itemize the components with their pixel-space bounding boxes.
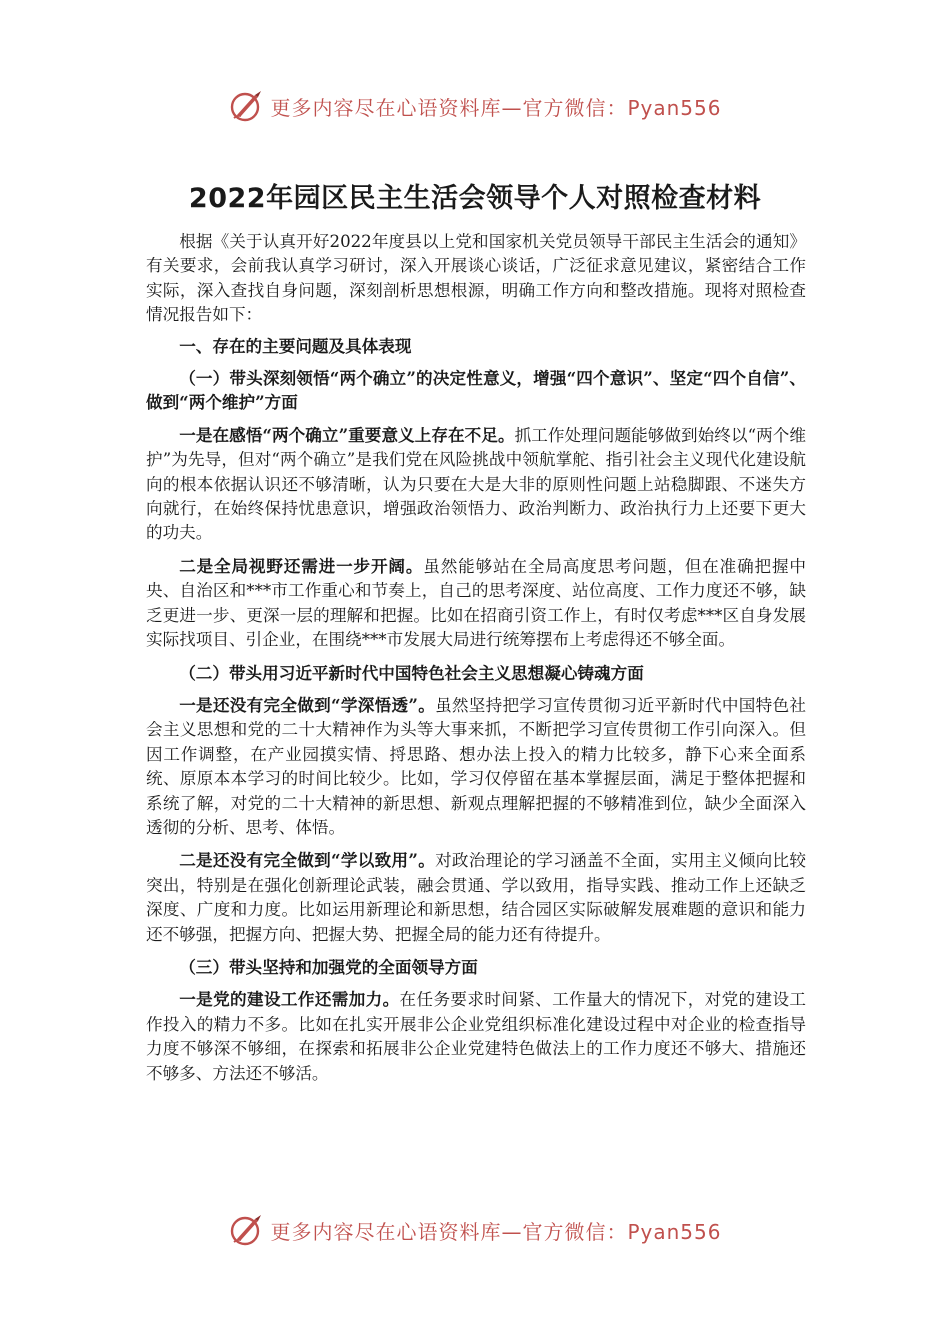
document-body	[146, 230, 806, 1086]
footer-watermark-banner	[0, 1210, 950, 1250]
paragraph-body: 抓工作处理问题能够做到始终以“两个维护”为先导，但对“两个确立”是我们党在风险挑战中领航掌舵、指引社会主义现代化建设航向的根本依据认识还不够清晰，认为只要在大是大非的原则性问题上站稳脚跟、不迷失方向就行，在始终保持忧患意识，增强政治领悟力、政治判断力、政治执行力上还要下更大的功夫。	[146, 425, 807, 543]
paragraph	[146, 693, 806, 840]
paragraph-lead: 二是还没有完全做到“学以致用”。	[179, 850, 436, 871]
subsection-heading-2: （二）带头用习近平新时代中国特色社会主义思想凝心铸魂方面	[179, 662, 644, 683]
paragraph-body: 对政治理论的学习涵盖不全面，实用主义倾向比较突出，特别是在强化创新理论武装，融会贯通、学以致用，指导实践、推动工作上还缺乏深度、广度和力度。比如运用新理论和新思想，结合园区实际破解发展难题的意识和能力还不够强，把握方向、把握大势、把握全局的能力还有待提升。	[146, 851, 806, 944]
paragraph	[146, 423, 806, 546]
document-title: 2022年园区民主生活会领导个人对照检查材料	[188, 183, 762, 214]
paragraph	[146, 987, 806, 1086]
section-heading: 一、存在的主要问题及具体表现	[179, 335, 412, 356]
paragraph-body: 虽然坚持把学习宣传贯彻习近平新时代中国特色社会主义思想和党的二十大精神作为头等大事来抓，不断把学习宣传贯彻工作引向深入。但因工作调整，在产业园摸实情、捋思路、想办法上投入的精力比较多，静下心来全面系统、原原本本学习的时间比较少。比如，学习仅停留在基本掌握层面，满足于整体把握和系统了解，对党的二十大精神的新思想、新观点理解把握的不够精准到位，缺少全面深入透彻的分析、思考、体悟。	[146, 695, 806, 837]
intro-paragraph: 根据《关于认真开好2022年度县以上党和国家机关党员领导干部民主生活会的通知》有关要求，会前我认真学习研讨，深入开展谈心谈话，广泛征求意见建议，紧密结合工作实际，深入查找自身问题，深刻剖析思想根源，明确工作方向和整改措施。现将对照检查情况报告如下：	[146, 232, 806, 325]
quill-pen-circle-logo-icon	[228, 1212, 264, 1248]
watermark-text: 更多内容尽在心语资料库—官方微信：Pyan556	[270, 95, 722, 120]
paragraph-lead: 一是在感悟“两个确立”重要意义上存在不足。	[179, 424, 515, 445]
paragraph	[146, 848, 806, 947]
header-watermark-banner	[0, 86, 950, 126]
subsection-heading-1: （一）带头深刻领悟“两个确立”的决定性意义，增强“四个意识”、坚定“四个自信”、做到“两个维护”方面	[146, 368, 806, 413]
watermark-text: 更多内容尽在心语资料库—官方微信：Pyan556	[270, 1219, 722, 1244]
paragraph-lead: 一是还没有完全做到“学深悟透”。	[179, 694, 436, 715]
paragraph	[146, 554, 806, 653]
quill-pen-circle-logo-icon	[228, 88, 264, 124]
paragraph-body: 虽然能够站在全局高度思考问题，但在准确把握中央、自治区和***市工作重心和节奏上，自己的思考深度、站位高度、工作力度还不够，缺乏更进一步、更深一层的理解和把握。比如在招商引资工作上，有时仅考虑***区自身发展实际找项目、引企业，在围绕***市发展大局进行统筹摆布上考虑得还不够全面。	[146, 556, 807, 650]
paragraph-lead: 一是党的建设工作还需加力。	[179, 989, 400, 1010]
paragraph-lead: 二是全局视野还需进一步开阔。	[179, 555, 424, 576]
subsection-heading-3: （三）带头坚持和加强党的全面领导方面	[179, 956, 478, 977]
paragraph-body: 在任务要求时间紧、工作量大的情况下，对党的建设工作投入的精力不多。比如在扎实开展非公企业党组织标准化建设过程中对企业的检查指导力度不够深不够细，在探索和拓展非公企业党建特色做法上的工作力度还不够大、措施还不够多、方法还不够活。	[146, 990, 807, 1083]
